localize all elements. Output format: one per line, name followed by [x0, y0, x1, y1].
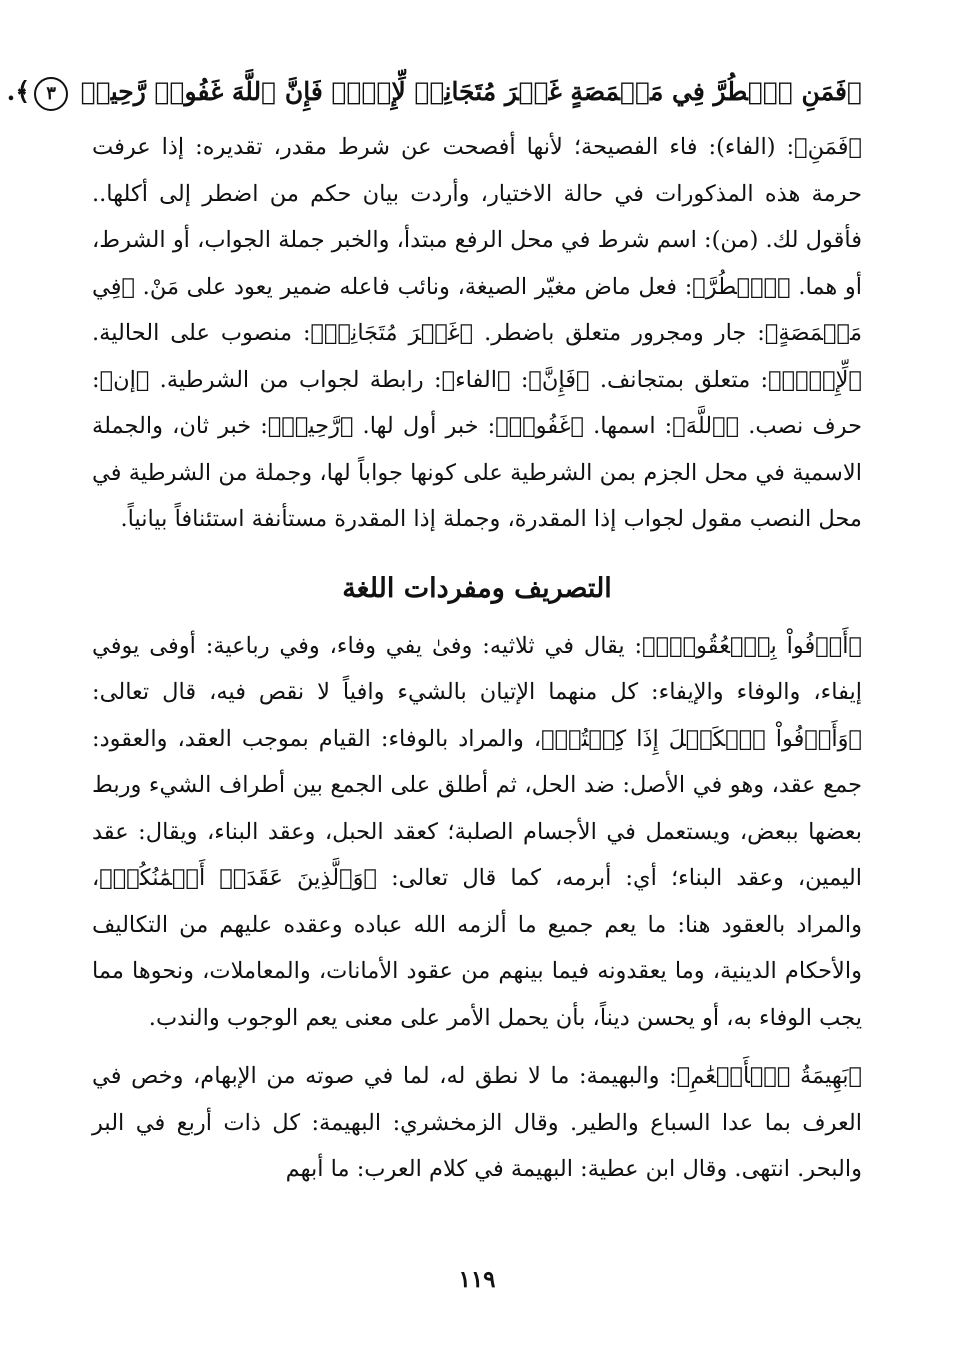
paragraph-gap — [92, 1041, 862, 1053]
irab-paragraph: ﴿فَمَنِ﴾: (الفاء): فاء الفصيحة؛ لأنها أفصحت عن شرط مقدر، تقديره: إذا عرفت حرمة هذه المذكورات في حالة الاختيار، وأردت بيان حكم من اضطر إلى أكلها.. فأقول لك. (من): اسم شرط في محل الرفع مبتدأ، والخبر جملة الجواب، أو الشرط، أو هما. ﴿ٱضۡطُرَّ﴾: فعل ماض مغيّر الصيغة، ونائب فاعله ضمير يعود على مَنْ. ﴿فِي مَخۡمَصَةٍ﴾: جار ومجرور متعلق باضطر. ﴿غَيۡرَ مُتَجَانِفٖ﴾: منصوب على الحالية. ﴿لِّإِثۡمٖ﴾: متعلق بمتجانف. ﴿فَإِنَّ﴾: ﴿الفاء﴾: رابطة لجواب من الشرطية. ﴿إن﴾: حرف نصب. ﴿ٱللَّهَ﴾: اسمها. ﴿غَفُورٞ﴾: خبر أول لها. ﴿رَّحِيمٞ﴾: خبر ثان، والجملة الاسمية في محل الجزم بمن الشرطية على كونها جواباً لها، وجملة من الشرطية في محل النصب مقول لجواب إذا المقدرة، وجملة إذا المقدرة مستأنفة استئنافاً بيانياً. — [92, 134, 862, 532]
ayah-number-marker: ٣ — [34, 77, 68, 111]
vocab-paragraph-awfu: ﴿أَوۡفُواْ بِٱلۡعُقُودِۚ﴾: يقال في ثلاثيه: وفىٰ يفي وفاء، وفي رباعية: أوفى يوفي إيفاء، والوفاء والإيفاء: كل منهما الإتيان بالشيء وافياً لا نقص فيه، قال تعالى: ﴿وَأَوۡفُواْ ٱلۡكَيۡلَ إِذَا كِلۡتُمۡ﴾، والمراد بالوفاء: القيام بموجب العقد، والعقود: جمع عقد، وهو في الأصل: ضد الحل، ثم أطلق على الجمع بين أطراف الشيء وربط بعضها ببعض، ويستعمل في الأجسام الصلبة؛ كعقد الحبل، وعقد البناء، ويقال: عقد اليمين، وعقد البناء؛ أي: أبرمه، كما قال تعالى: ﴿وَٱلَّذِينَ عَقَدَتۡ أَيۡمَٰنُكُمۡ﴾، والمراد بالعقود هنا: ما يعم جميع ما ألزمه الله عباده وعقده عليهم من التكاليف والأحكام الدينية، وما يعقدونه فيما بينهم من عقود الأمانات، والمعاملات، ونحوها مما يجب الوفاء به، أو يحسن ديناً، بأن يحمل الأمر على معنى يعم الوجوب والندب. — [92, 632, 862, 1031]
page-number: ١١٩ — [458, 1266, 496, 1293]
verse-closing: ﴾. — [6, 77, 31, 106]
verse-text: ﴿فَمَنِ ٱضۡطُرَّ فِي مَخۡمَصَةٍ غَيۡرَ مُتَجَانِفٖ لِّإِثۡمٖ فَإِنَّ ٱللَّهَ غَفُورٞ رَّحِيمٞ — [80, 77, 862, 106]
section-title: التصريف ومفردات اللغة — [342, 572, 612, 604]
vocab-paragraph-bahima: ﴿بَهِيمَةُ ٱلۡأَنۡعَٰمِ﴾: والبهيمة: ما لا نطق له، لما في صوته من الإبهام، وخص في العرف بما عدا السباع والطير. وقال الزمخشري: البهيمة: كل ذات أربع في البر والبحر. انتهى. وقال ابن عطية: البهيمة في كلام العرب: ما أبهم — [92, 1063, 862, 1182]
verse-header — [6, 72, 862, 112]
